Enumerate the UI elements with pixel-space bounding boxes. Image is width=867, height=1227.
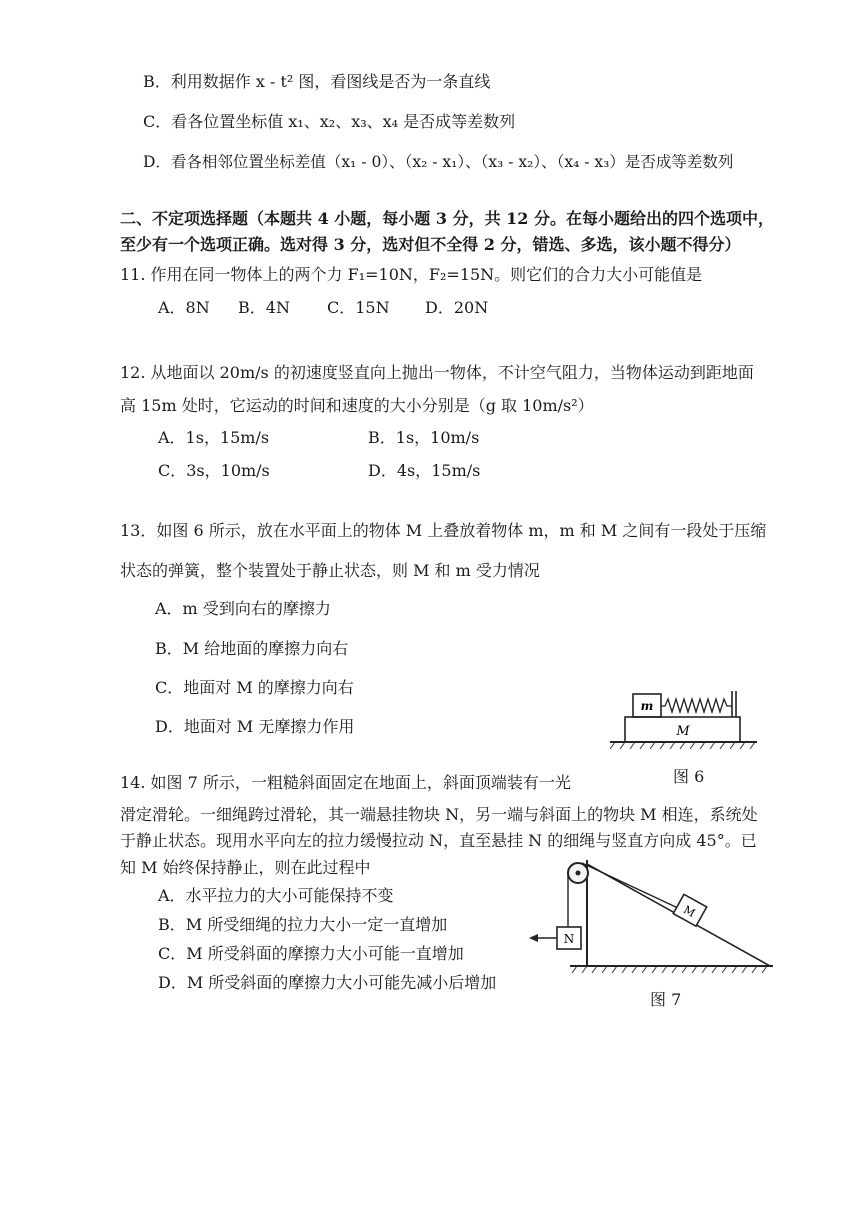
section2-title: 二、不定项选择题 (120, 209, 249, 228)
q13-stem-line1: 13．如图 6 所示，放在水平面上的物体 M 上叠放着物体 m，m 和 M 之间有一段处于压缩 (120, 521, 767, 540)
q14-stem-line4: 知 M 始终保持静止，则在此过程中 (120, 858, 371, 877)
q14-stem-line2: 滑定滑轮。一细绳跨过滑轮，其一端悬挂物块 N，另一端与斜面上的物块 M 相连，系统处 (120, 805, 758, 824)
q14-stem-line3: 于静止状态。现用水平向左的拉力缓慢拉动 N，直至悬挂 N 的细绳与竖直方向成 45°。已 (120, 831, 757, 850)
q14-option-c: C．M 所受斜面的摩擦力大小可能一直增加 (158, 944, 464, 963)
figure-7-caption: 图 7 (650, 990, 682, 1009)
spring (661, 699, 732, 712)
label-M-fig7: M (681, 903, 698, 920)
figure-6-caption: 图 6 (673, 767, 705, 786)
q11-option-a: A．8N (158, 298, 210, 317)
q14-option-d: D．M 所受斜面的摩擦力大小可能先减小后增加 (158, 973, 497, 992)
q12-option-b: B．1s，10m/s (368, 428, 480, 447)
figure-7-diagram (525, 850, 780, 980)
q12-stem-line1: 12. 从地面以 20m/s 的初速度竖直向上抛出一物体，不计空气阻力，当物体运动到距地面 (120, 363, 754, 382)
label-m: m (640, 699, 654, 713)
q10-option-d: D．看各相邻位置坐标差值（x₁ - 0）、（x₂ - x₁）、（x₃ - x₂）、（x₄ - x₃）是否成等差数列 (143, 153, 734, 171)
section2-intro-line1: （本题共 4 小题，每小题 3 分，共 12 分。在每小题给出的四个选项中， (248, 209, 774, 228)
q14-stem-line1: 14. 如图 7 所示，一粗糙斜面固定在地面上，斜面顶端装有一光 (120, 773, 571, 792)
q13-option-a: A．m 受到向右的摩擦力 (155, 599, 331, 618)
label-M: M (676, 724, 690, 739)
q12-option-c: C．3s，10m/s (158, 461, 270, 480)
q13-option-d: D．地面对 M 无摩擦力作用 (155, 717, 355, 736)
label-N-fig7: N (563, 932, 575, 946)
figure-6-diagram (605, 685, 765, 755)
q12-stem-line2: 高 15m 处时，它运动的时间和速度的大小分别是（g 取 10m/s²） (120, 396, 594, 415)
q10-option-b: B．利用数据作 x - t² 图，看图线是否为一条直线 (143, 72, 491, 91)
q11-stem: 11. 作用在同一物体上的两个力 F₁=10N，F₂=15N。则它们的合力大小可能值是 (120, 265, 703, 284)
q10-option-c: C．看各位置坐标值 x₁、x₂、x₃、x₄ 是否成等差数列 (143, 112, 516, 131)
q13-option-b: B．M 给地面的摩擦力向右 (155, 639, 349, 658)
q14-option-a: A．水平拉力的大小可能保持不变 (158, 886, 394, 905)
rope-to-M (582, 863, 680, 909)
q11-option-b: B．4N (238, 298, 290, 317)
q13-option-c: C．地面对 M 的摩擦力向右 (155, 678, 354, 697)
section2-heading-line1 (120, 209, 774, 229)
q12-option-d: D．4s，15m/s (368, 461, 481, 480)
q11-option-d: D．20N (425, 298, 489, 317)
q14-option-b: B．M 所受细绳的拉力大小一定一直增加 (158, 915, 448, 934)
section2-intro-line2: 至少有一个选项正确。选对得 3 分，选对但不全得 2 分，错选、多选，该小题不得分） (120, 235, 741, 254)
q13-stem-line2: 状态的弹簧，整个装置处于静止状态，则 M 和 m 受力情况 (120, 561, 540, 580)
q11-option-c: C．15N (327, 298, 390, 317)
q12-option-a: A．1s，15m/s (158, 428, 270, 447)
